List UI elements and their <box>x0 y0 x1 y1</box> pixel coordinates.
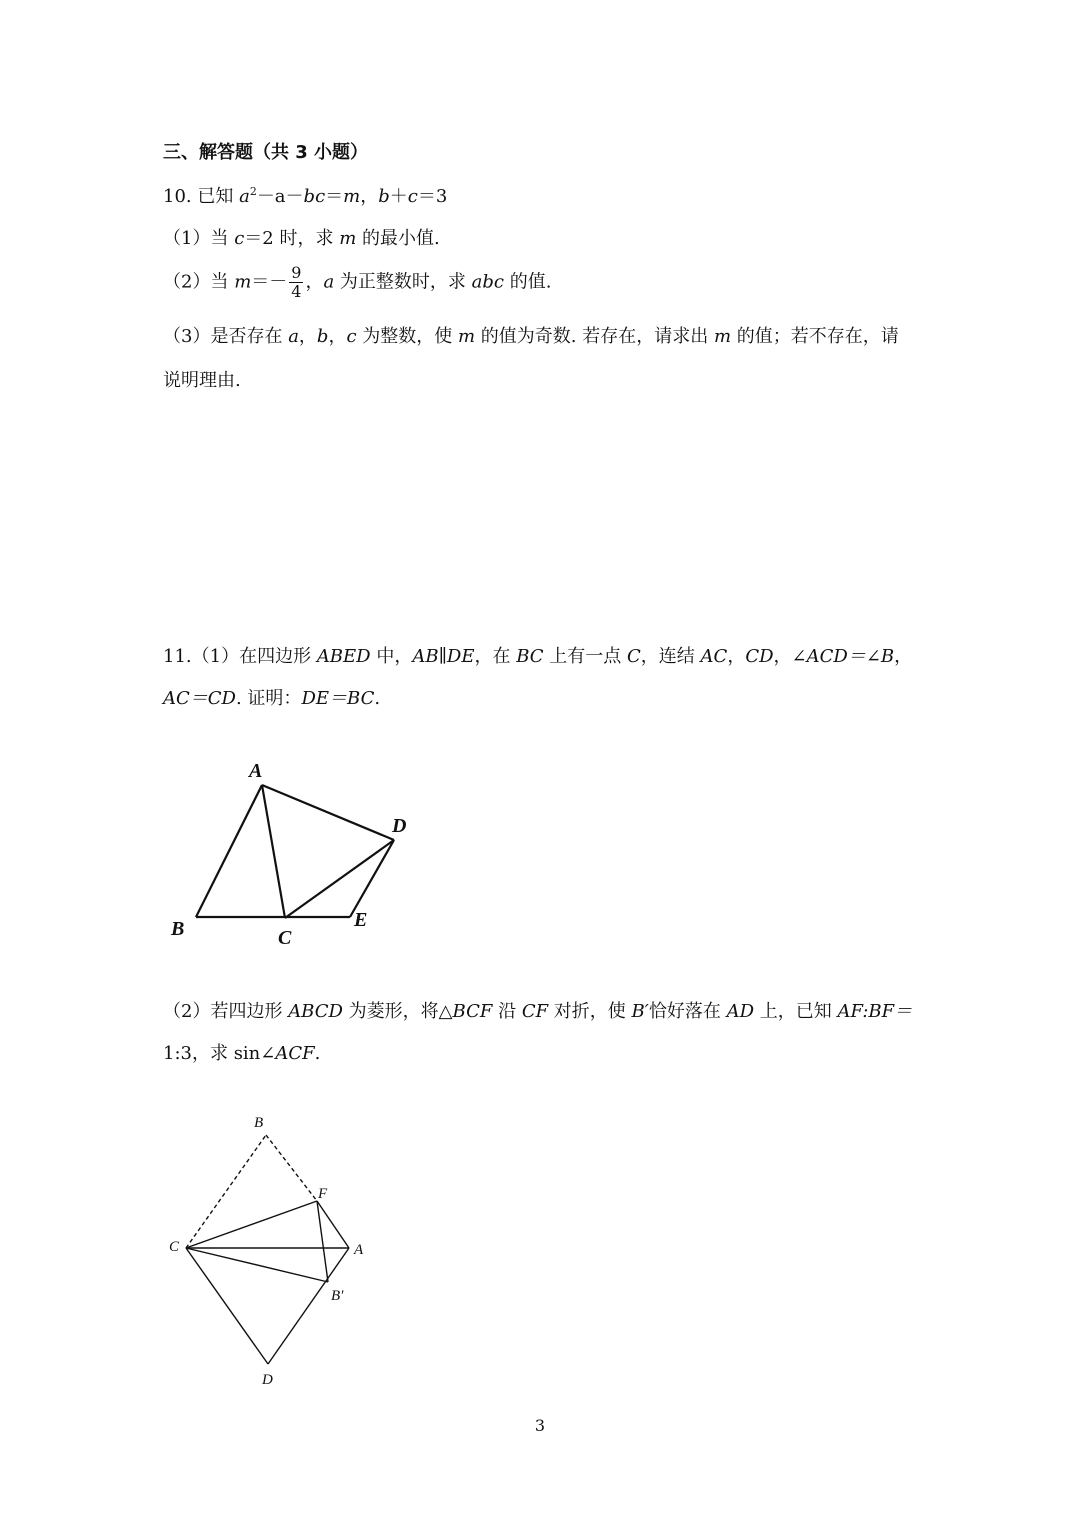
label-c: C <box>169 1239 180 1255</box>
label-b: B <box>254 1115 264 1131</box>
label-b: B <box>171 918 185 940</box>
q11-part2-line1: （2）若四边形 ABCD 为菱形，将△BCF 沿 CF 对折，使 B′恰好落在 AD 上，已知 AF:BF＝ <box>163 1001 913 1022</box>
label-b-prime: B′ <box>331 1288 344 1304</box>
page-number: 3 <box>534 1416 546 1435</box>
q10-part2: （2）当 m＝－ $\frac{9}{4}$ ，a 为正整数时，求 abc 的值. <box>163 263 552 301</box>
segment-cf <box>186 1201 317 1248</box>
q11-part2-line2: 1:3，求 sin∠ACF. <box>163 1043 321 1064</box>
segment-ac <box>262 785 285 918</box>
fraction-nine-quarters: $\frac{9}{4}$ <box>291 263 302 301</box>
section-heading: 三、解答题（共 3 小题） <box>163 142 369 163</box>
segment-fbprime <box>317 1201 328 1282</box>
label-a: A <box>354 1242 364 1258</box>
segment-ad <box>268 1248 349 1364</box>
label-f: F <box>318 1186 328 1202</box>
q10-part3: （3）是否存在 a，b，c 为整数，使 m 的值为奇数. 若存在，请求出 m 的值；若不存在，请 <box>163 326 899 347</box>
segment-cbprime <box>186 1248 328 1282</box>
segment-bf-dashed <box>266 1135 317 1201</box>
label-d: D <box>262 1372 273 1388</box>
q10-part1: （1）当 c＝2 时，求 m 的最小值. <box>163 228 440 249</box>
segment-ad <box>262 785 394 840</box>
label-a: A <box>249 760 263 782</box>
label-d: D <box>392 815 407 837</box>
segment-cb-dashed <box>186 1135 266 1248</box>
q10-statement: 10. 已知 $a^2-a-bc=m$，b＋c＝3 <box>163 185 448 207</box>
label-c: C <box>278 927 292 949</box>
label-e: E <box>354 909 368 931</box>
q10-part3-line2: 说明理由. <box>163 370 241 391</box>
q11-part1-line1: 11.（1）在四边形 ABED 中，AB∥DE，在 BC 上有一点 C，连结 AC，CD，∠ACD＝∠B， <box>163 646 913 667</box>
segment-cd <box>285 840 394 918</box>
q11-part1-line2: AC＝CD. 证明：DE＝BC. <box>163 688 381 709</box>
segment-ab <box>196 785 262 917</box>
figure-rhombus-abcd-fold <box>160 1105 380 1395</box>
figure-quadrilateral-abed <box>160 750 430 950</box>
segment-ed <box>350 840 394 917</box>
